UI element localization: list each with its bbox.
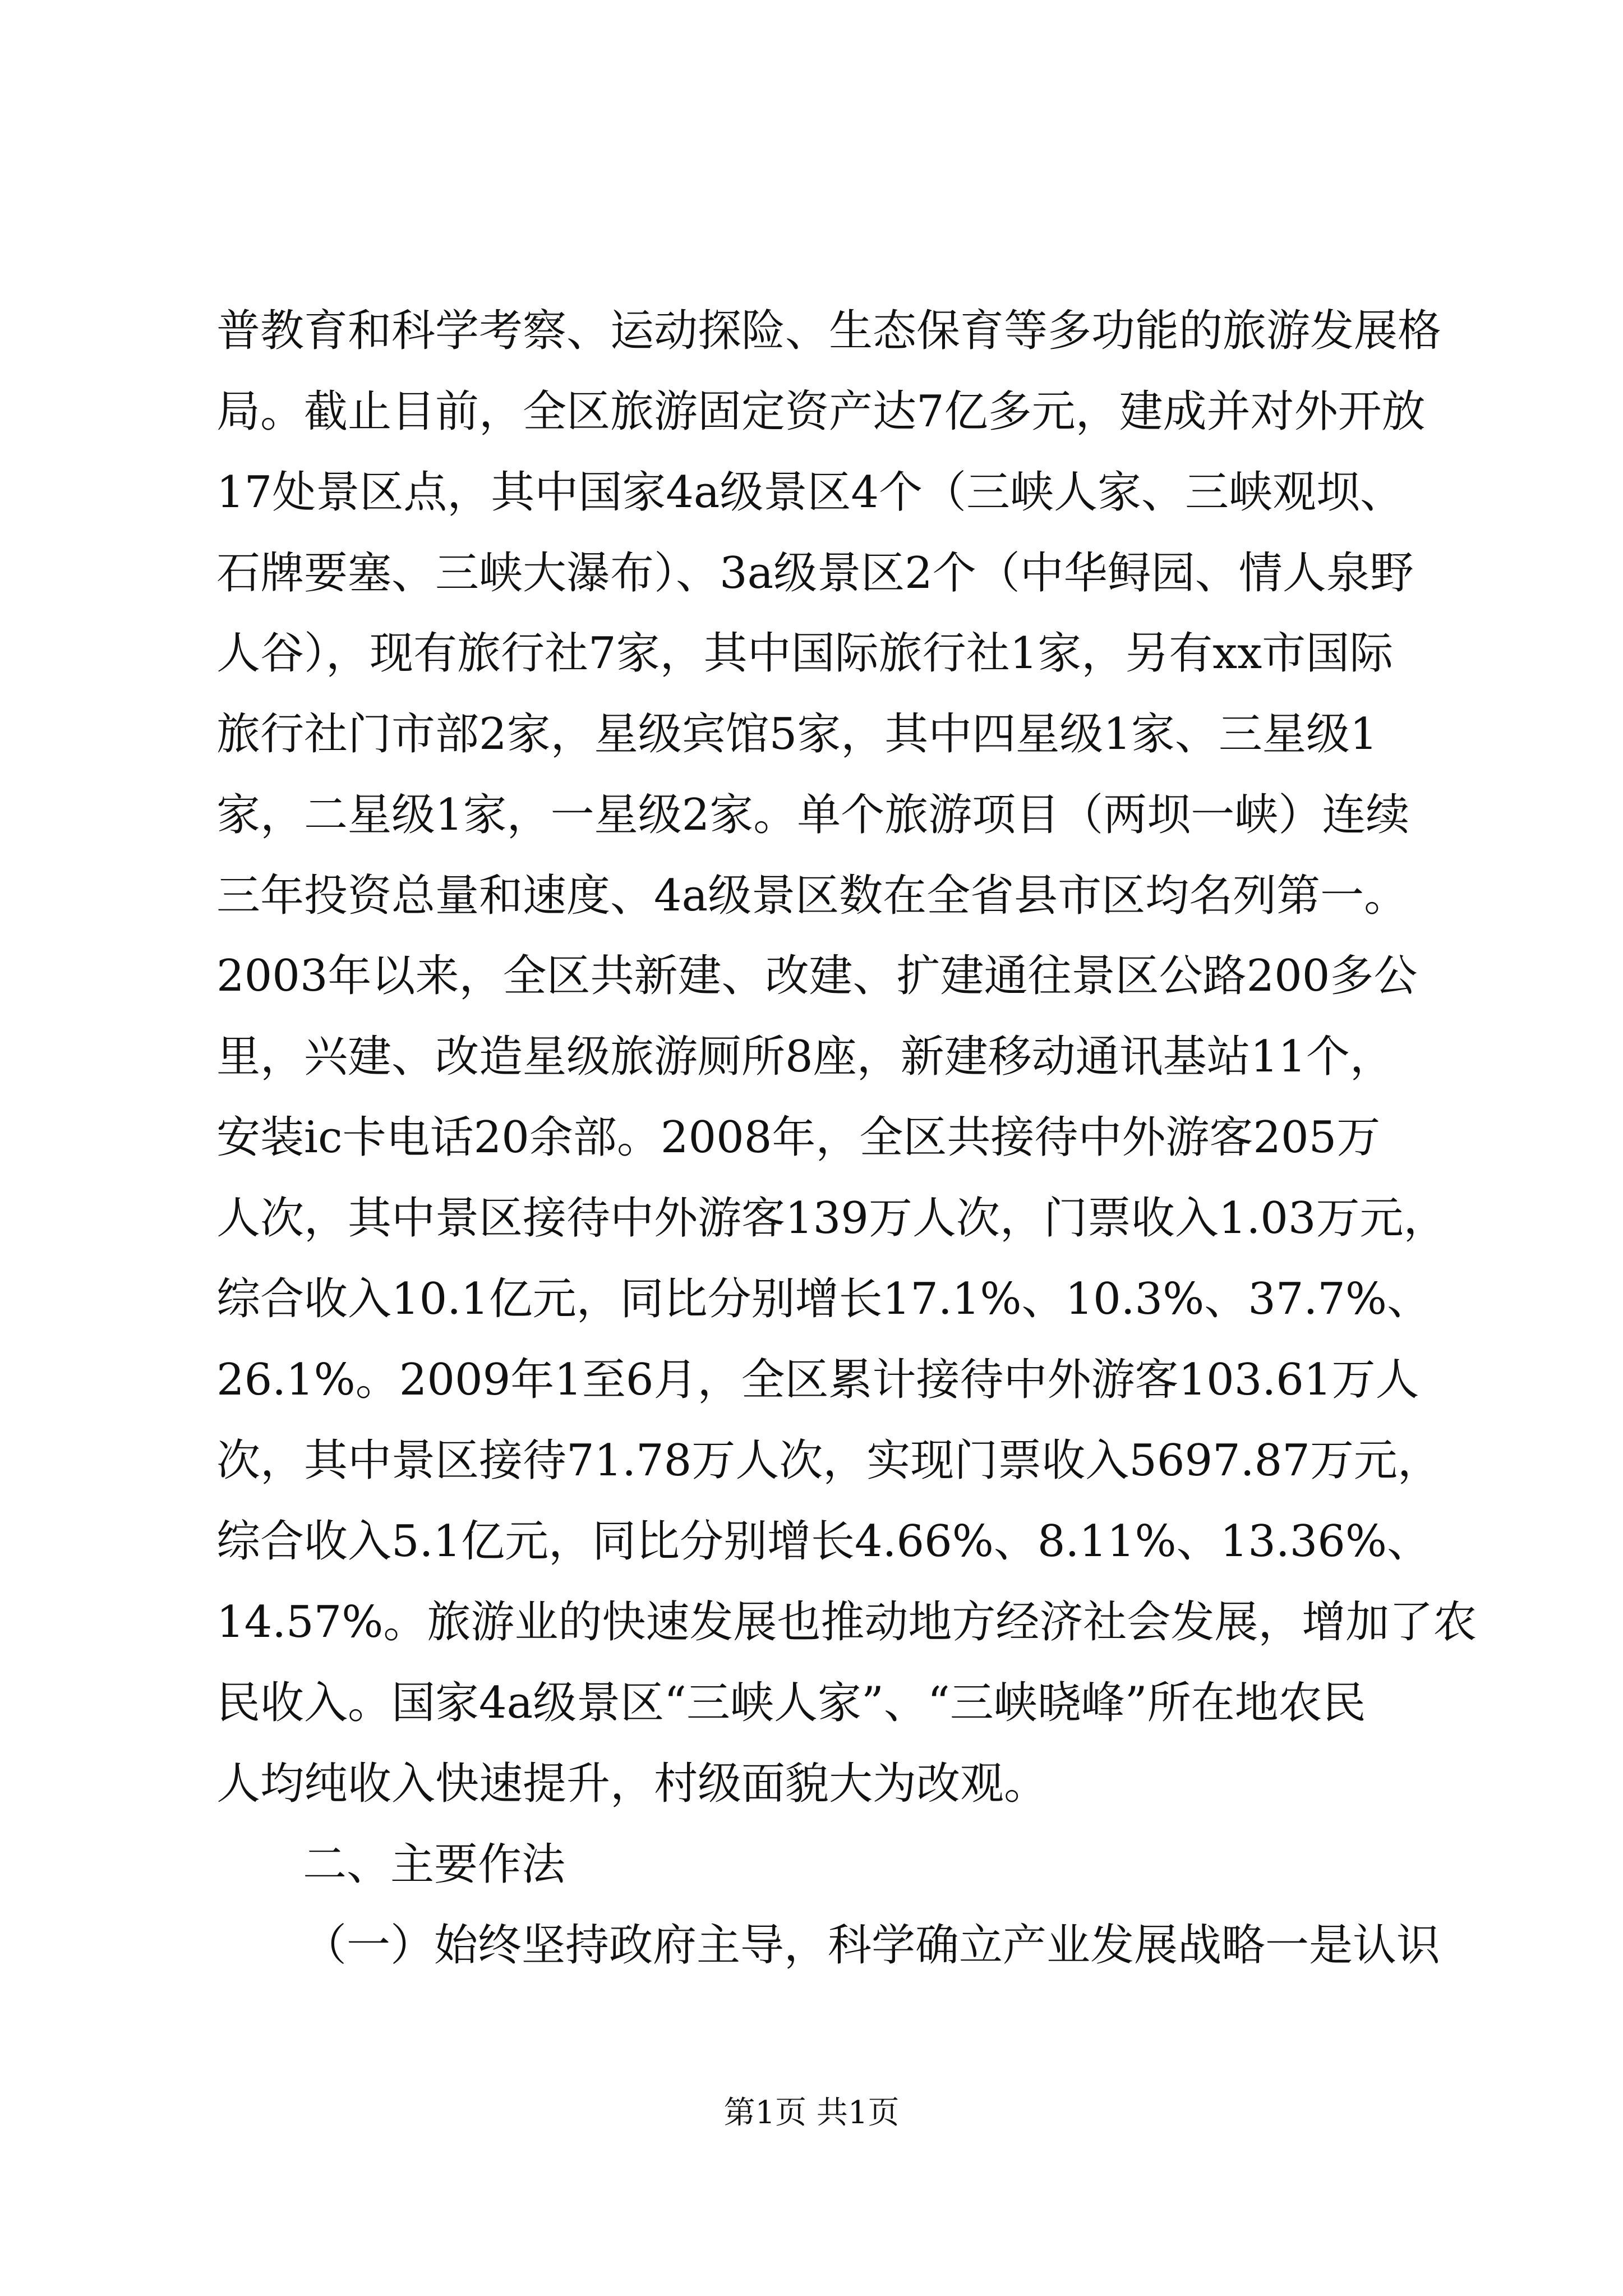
- paragraph-line-19: 人均纯收入快速提升，村级面貌大为改观。: [216, 1759, 1048, 1809]
- section-heading: 二、主要作法: [303, 1839, 566, 1890]
- paragraph-line-3: 17处景区点，其中国家4a级景区4个（三峡人家、三峡观坝、: [216, 467, 1404, 518]
- paragraph-line-5: 人谷），现有旅行社7家，其中国际旅行社1家，另有xx市国际: [216, 628, 1394, 679]
- paragraph-line-1: 普教育和科学考察、运动探险、生态保育等多功能的旅游发展格: [216, 306, 1442, 356]
- paragraph-line-13: 综合收入10.1亿元，同比分别增长17.1%、10.3%、37.7%、: [216, 1274, 1431, 1324]
- paragraph-line-12: 人次，其中景区接待中外游客139万人次，门票收入1.03万元，: [216, 1193, 1447, 1244]
- paragraph-line-15: 次，其中景区接待71.78万人次，实现门票收入5697.87万元，: [216, 1435, 1441, 1486]
- paragraph-line-9: 2003年以来，全区共新建、改建、扩建通往景区公路200多公: [216, 951, 1418, 1001]
- page-footer: 第1页 共1页: [723, 2095, 900, 2131]
- paragraph-line-4: 石牌要塞、三峡大瀑布）、3a级景区2个（中华鲟园、情人泉野: [216, 548, 1414, 599]
- paragraph-line-11: 安装ic卡电话20余部。2008年，全区共接待中外游客205万: [216, 1112, 1381, 1163]
- subsection-heading: （一）始终坚持政府主导，科学确立产业发展战略一是认识: [303, 1920, 1441, 1971]
- paragraph-line-14: 26.1%。2009年1至6月，全区累计接待中外游客103.61万人: [216, 1355, 1419, 1405]
- paragraph-line-17: 14.57%。旅游业的快速发展也推动地方经济社会发展，增加了农: [216, 1597, 1477, 1648]
- paragraph-line-10: 里，兴建、改造星级旅游厕所8座，新建移动通讯基站11个，: [216, 1032, 1394, 1082]
- paragraph-line-18: 民收入。国家4a级景区“三峡人家”、“三峡晓峰”所在地农民: [216, 1678, 1366, 1728]
- paragraph-line-8: 三年投资总量和速度、4a级景区数在全省县市区均名列第一。: [216, 871, 1408, 921]
- paragraph-line-6: 旅行社门市部2家，星级宾馆5家，其中四星级1家、三星级1: [216, 709, 1378, 760]
- paragraph-line-2: 局。截止目前，全区旅游固定资产达7亿多元，建成并对外开放: [216, 386, 1426, 437]
- paragraph-line-16: 综合收入5.1亿元，同比分别增长4.66%、8.11%、13.36%、: [216, 1516, 1431, 1567]
- paragraph-line-7: 家，二星级1家，一星级2家。单个旅游项目（两坝一峡）连续: [216, 790, 1410, 840]
